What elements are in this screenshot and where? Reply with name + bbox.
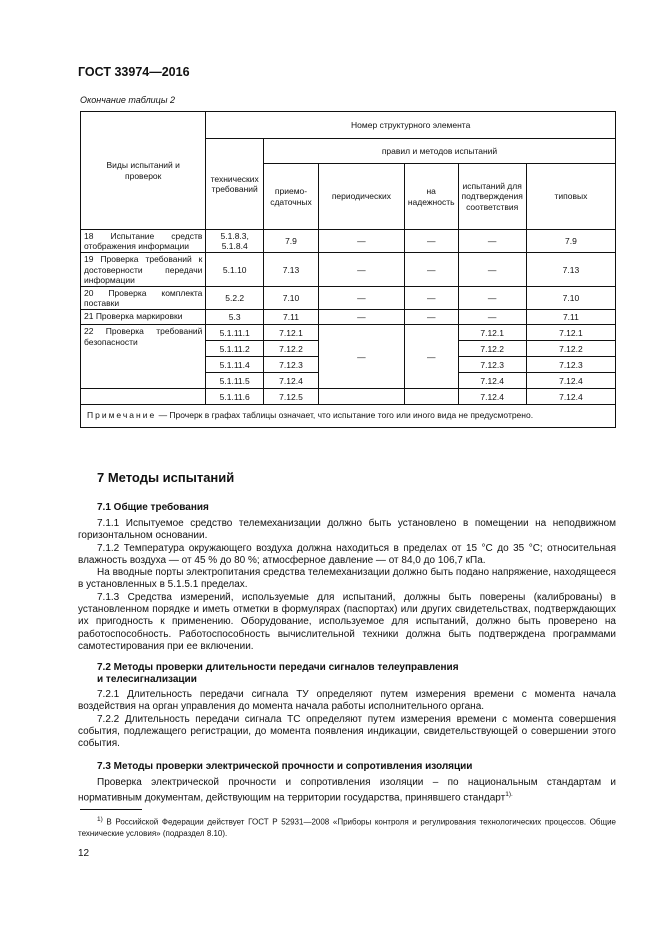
cell-typical: 7.12.4 [526, 389, 615, 405]
header-conformity: испытаний для подтверждения соответствия [458, 164, 526, 230]
table-note-row [81, 405, 616, 428]
cell-periodic: — [318, 253, 404, 287]
cell-tech: 5.2.2 [206, 286, 264, 309]
page-number: 12 [78, 848, 90, 859]
cell-periodic: — [318, 230, 404, 253]
cell-acceptance: 7.9 [264, 230, 319, 253]
footnote-text: В Российской Федерации действует ГОСТ Р 52931—2008 «Приборы контроля и регулирования технологических процессов. Общие технические условия» (подраздел 8.10). [78, 817, 616, 838]
cell-acceptance: 7.12.2 [264, 341, 319, 357]
header-acceptance: приемо-сдаточных [264, 164, 319, 230]
cell-conformity: — [458, 230, 526, 253]
empty-cell [81, 389, 206, 405]
cell-acceptance: 7.12.4 [264, 373, 319, 389]
note-label: Примечание [87, 410, 157, 421]
table-row [81, 325, 616, 341]
cell-conformity: 7.12.4 [458, 373, 526, 389]
subsection-title-7-2 [97, 662, 459, 686]
cell-typical: 7.11 [526, 310, 615, 325]
row-name: 21 Проверка маркировки [81, 310, 206, 325]
cell-conformity: — [458, 310, 526, 325]
section-title: 7 Методы испытаний [97, 470, 235, 485]
test-table [80, 111, 616, 428]
cell-reliability: — [404, 253, 458, 287]
cell-typical: 7.9 [526, 230, 615, 253]
header-struct-number: Номер структурного элемента [206, 112, 616, 139]
cell-reliability: — [404, 310, 458, 325]
table-caption: Окончание таблицы 2 [80, 95, 175, 105]
cell-acceptance: 7.12.5 [264, 389, 319, 405]
cell-periodic: — [318, 310, 404, 325]
cell-acceptance: 7.12.1 [264, 325, 319, 341]
cell-conformity: — [458, 253, 526, 287]
cell-tech: 5.1.11.2 [206, 341, 264, 357]
cell-acceptance: 7.11 [264, 310, 319, 325]
cell-typical: 7.13 [526, 253, 615, 287]
cell-typical: 7.12.3 [526, 357, 615, 373]
paragraph-block-7-2 [78, 689, 616, 750]
header-kinds: Виды испытаний и проверок [81, 112, 206, 230]
cell-reliability: — [404, 286, 458, 309]
document-code: ГОСТ 33974—2016 [78, 65, 190, 79]
cell-tech: 5.1.11.1 [206, 325, 264, 341]
header-reliability: на надежность [404, 164, 458, 230]
cell-acceptance: 7.13 [264, 253, 319, 287]
paragraph-7-3: Проверка электрической прочности и сопротивления изоляции – по национальным стандартам и нормативным документам, действующим на территории государства, принявшего стандарт [78, 777, 616, 804]
footnote [78, 814, 616, 839]
cell-typical: 7.12.2 [526, 341, 615, 357]
paragraph-7-1-3: 7.1.3 Средства измерений, используемые для испытаний, должны быть поверены (калиброваны) в установленном порядке и иметь отметки в формулярах (паспортах) или других свидетельствах, подтверждающих их пригодность к применению. Оборудование, используемое для испытаний, должно быть проверено на работоспособность. Работоспособность вычислительной техники должна быть подтверждена программами самотестирования при ее включении. [78, 591, 616, 652]
table-row [81, 230, 616, 253]
cell-typical: 7.10 [526, 286, 615, 309]
cell-tech: 5.1.11.4 [206, 357, 264, 373]
row-name: 19 Проверка требований к достоверности передачи информации [81, 253, 206, 287]
subsection-title-7-1: 7.1 Общие требования [97, 502, 209, 513]
row-name: 20 Проверка комплекта поставки [81, 286, 206, 309]
cell-reliability: — [404, 325, 458, 389]
header-typical: типовых [526, 164, 615, 230]
cell-typical: 7.12.4 [526, 373, 615, 389]
subsection-title-7-2-line2: и телесигнализации [97, 674, 197, 685]
footnote-divider [80, 809, 142, 810]
header-periodic: периодических [318, 164, 404, 230]
cell-periodic: — [318, 325, 404, 389]
cell-acceptance: 7.10 [264, 286, 319, 309]
subsection-title-7-2-line1: 7.2 Методы проверки длительности передачи сигналов телеуправления [97, 662, 459, 673]
paragraph-7-1-1: 7.1.1 Испытуемое средство телемеханизации должно быть установлено в помещении на неподвижном горизонтальном основании. [78, 518, 616, 542]
note-text: — Прочерк в графах таблицы означает, что испытание того или иного вида не предусмотрено. [156, 410, 534, 421]
table-row [81, 253, 616, 287]
cell-typical: 7.12.1 [526, 325, 615, 341]
subsection-title-7-3: 7.3 Методы проверки электрической прочности и сопротивления изоляции [97, 761, 473, 772]
footnote-ref: 1). [505, 791, 513, 799]
paragraph-7-1-2: 7.1.2 Температура окружающего воздуха должна находиться в пределах от 15 °С до 35 °С; относительная влажность воздуха — от 45 % до 80 %; атмосферное давление — от 84,0 до 106,7 кПа. [78, 542, 616, 566]
cell-tech: 5.3 [206, 310, 264, 325]
cell-conformity: 7.12.4 [458, 389, 526, 405]
cell-tech: 5.1.10 [206, 253, 264, 287]
cell-acceptance: 7.12.3 [264, 357, 319, 373]
table-row [81, 389, 616, 405]
cell-conformity: 7.12.3 [458, 357, 526, 373]
cell-reliability: — [404, 230, 458, 253]
cell-conformity: 7.12.1 [458, 325, 526, 341]
row-name: 22 Проверка требований безопасности [81, 325, 206, 389]
header-tech-req: технических требований [206, 139, 264, 230]
footnote-mark: 1) [97, 816, 103, 823]
cell-conformity: 7.12.2 [458, 341, 526, 357]
paragraph-7-2-2: 7.2.2 Длительность передачи сигнала ТС определяют путем измерения времени с момента совершения события, подлежащего регистрации, до момента появления индикации, свидетельствующей о совершении этого события. [78, 713, 616, 750]
empty-cell [318, 389, 404, 405]
cell-tech: 5.1.11.5 [206, 373, 264, 389]
paragraph-7-1-2-b: На вводные порты электропитания средства телемеханизации должно быть подано напряжение, находящееся в установленных в 5.1.5.1 пределах. [78, 567, 616, 591]
paragraph-block-7-3 [78, 777, 616, 805]
table-note [81, 405, 616, 428]
paragraph-7-2-1: 7.2.1 Длительность передачи сигнала ТУ определяют путем измерения времени с момента начала воздействия на орган управления до момента начала работы исполнительного органа. [78, 689, 616, 713]
cell-periodic: — [318, 286, 404, 309]
empty-cell [404, 389, 458, 405]
table-row [81, 310, 616, 325]
row-name: 18 Испытание средств отображения информации [81, 230, 206, 253]
cell-conformity: — [458, 286, 526, 309]
header-rules-methods: правил и методов испытаний [264, 139, 616, 164]
table-row [81, 286, 616, 309]
paragraph-block-7-1 [78, 518, 616, 653]
cell-tech: 5.1.11.6 [206, 389, 264, 405]
cell-tech: 5.1.8.3, 5.1.8.4 [206, 230, 264, 253]
